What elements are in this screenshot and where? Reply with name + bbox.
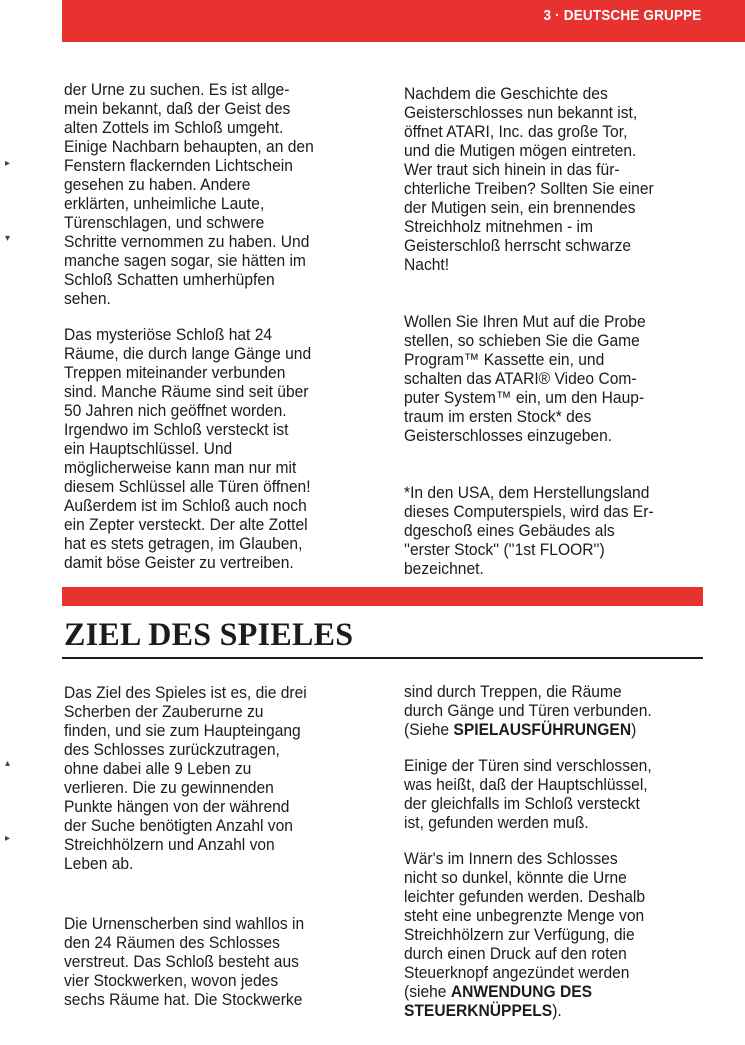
- text-line: Schloß Schatten umherhüpfen: [64, 270, 275, 289]
- section-reference: SPIELAUSFÜHRUNGEN: [453, 720, 632, 739]
- text-line: traum im ersten Stock* des: [404, 407, 592, 426]
- text-line: Das mysteriöse Schloß hat 24: [64, 325, 273, 344]
- text-line: Scherben der Zauberurne zu: [64, 702, 264, 721]
- text-line: hat es stets getragen, im Glauben,: [64, 534, 303, 553]
- text-line: Punkte hängen von der während: [64, 797, 290, 816]
- text-line: Geisterschloß herrscht schwarze: [404, 236, 632, 255]
- text-line: Nacht!: [404, 255, 450, 274]
- paragraph: [404, 682, 652, 739]
- text-line: Wollen Sie Ihren Mut auf die Probe: [404, 312, 646, 331]
- text-line: schalten das ATARI® Video Com-: [404, 369, 637, 388]
- text-line: sind durch Treppen, die Räume: [404, 682, 622, 701]
- ref-prefix: (siehe: [404, 982, 451, 1001]
- text-line: ''erster Stock'' (''1st FLOOR''): [404, 540, 605, 559]
- right-column-top: [404, 84, 654, 578]
- text-line: Irgendwo im Schloß versteckt ist: [64, 420, 289, 439]
- left-column-bottom: [64, 683, 307, 1009]
- section-title: ZIEL DES SPIELES: [64, 617, 354, 653]
- margin-mark: ▾: [5, 233, 11, 244]
- margin-mark: ▴: [5, 758, 11, 769]
- text-line: leichter gefunden werden. Deshalb: [404, 887, 646, 906]
- text-line: Fenstern flackernden Lichtschein: [64, 156, 293, 175]
- text-line: *In den USA, dem Herstellungsland: [404, 483, 650, 502]
- text-line: Das Ziel des Spieles ist es, die drei: [64, 683, 307, 702]
- paragraph: [404, 849, 652, 1020]
- text-line: Die Urnenscherben sind wahllos in: [64, 914, 305, 933]
- text-line: Einige Nachbarn behaupten, an den: [64, 137, 314, 156]
- text-line: ein Zepter versteckt. Der alte Zottel: [64, 515, 308, 534]
- text-line: verlieren. Die zu gewinnenden: [64, 778, 274, 797]
- text-line: der gleichfalls im Schloß versteckt: [404, 794, 640, 813]
- text-line: den 24 Räumen des Schlosses: [64, 933, 280, 952]
- ref-suffix: ).: [552, 1001, 562, 1020]
- text-line: [404, 1001, 652, 1020]
- header-label: 3 · DEUTSCHE GRUPPE: [543, 7, 701, 24]
- text-line: chterliche Treiben? Sollten Sie einer: [404, 179, 654, 198]
- text-line: der Urne zu suchen. Es ist allge-: [64, 80, 290, 99]
- text-line: Streichhölzern zur Verfügung, die: [404, 925, 635, 944]
- text-line: möglicherweise kann man nur mit: [64, 458, 297, 477]
- text-line: der Suche benötigten Anzahl von: [64, 816, 293, 835]
- text-line: und die Mutigen mögen eintreten.: [404, 141, 637, 160]
- paragraph: [404, 312, 654, 445]
- text-line: Steuerknopf angezündet werden: [404, 963, 630, 982]
- text-line: ohne dabei alle 9 Leben zu: [64, 759, 252, 778]
- text-line: Nachdem die Geschichte des: [404, 84, 608, 103]
- text-line: mein bekannt, daß der Geist des: [64, 99, 291, 118]
- text-line: manche sagen sogar, sie hätten im: [64, 251, 306, 270]
- text-line: Streichhölzern und Anzahl von: [64, 835, 275, 854]
- text-line: vier Stockwerken, wovon jedes: [64, 971, 279, 990]
- title-rule: [62, 657, 703, 659]
- text-line: ist, gefunden werden muß.: [404, 813, 589, 832]
- text-line: was heißt, daß der Hauptschlüssel,: [404, 775, 648, 794]
- text-line: diesem Schlüssel alle Türen öffnen!: [64, 477, 311, 496]
- text-line: Schritte vernommen zu haben. Und: [64, 232, 310, 251]
- right-column-bottom: [404, 682, 652, 1020]
- text-line: Treppen miteinander verbunden: [64, 363, 286, 382]
- text-line: gesehen zu haben. Andere: [64, 175, 251, 194]
- text-line: Leben ab.: [64, 854, 134, 873]
- paragraph: [64, 914, 307, 1009]
- text-line: Türenschlagen, und schwere: [64, 213, 265, 232]
- text-line: damit böse Geister zu vertreiben.: [64, 553, 294, 572]
- text-line: 50 Jahren nich geöffnet worden.: [64, 401, 287, 420]
- text-line: Geisterschlosses nun bekannt ist,: [404, 103, 638, 122]
- text-line: ein Hauptschlüssel. Und: [64, 439, 233, 458]
- text-line: durch einen Druck auf den roten: [404, 944, 627, 963]
- footnote: [404, 483, 654, 578]
- text-line: alten Zottels im Schloß umgeht.: [64, 118, 284, 137]
- text-line: erklärten, unheimliche Laute,: [64, 194, 265, 213]
- text-line: der Mutigen sein, ein brennendes: [404, 198, 636, 217]
- paragraph: [404, 756, 652, 832]
- text-line: sind. Manche Räume sind seit über: [64, 382, 309, 401]
- text-line: stellen, so schieben Sie die Game: [404, 331, 640, 350]
- ref-suffix: ): [631, 720, 637, 739]
- ref-prefix: (Siehe: [404, 720, 454, 739]
- text-line: steht eine unbegrenzte Menge von: [404, 906, 645, 925]
- paragraph: [64, 325, 314, 572]
- margin-mark: ▸: [5, 158, 11, 169]
- text-line: finden, und sie zum Haupteingang: [64, 721, 301, 740]
- text-line: sechs Räume hat. Die Stockwerke: [64, 990, 303, 1009]
- header-bar: [62, 0, 745, 42]
- text-line: sehen.: [64, 289, 111, 308]
- text-line: öffnet ATARI, Inc. das große Tor,: [404, 122, 628, 141]
- text-line: des Schlosses zurückzutragen,: [64, 740, 280, 759]
- text-line: nicht so dunkel, könnte die Urne: [404, 868, 627, 887]
- text-line: [404, 982, 652, 1001]
- text-line: Geisterschlosses einzugeben.: [404, 426, 613, 445]
- text-line: bezeichnet.: [404, 559, 484, 578]
- margin-mark: ▸: [5, 833, 11, 844]
- paragraph: [64, 683, 307, 873]
- paragraph: [64, 80, 314, 308]
- text-line: dieses Computerspiels, wird das Er-: [404, 502, 654, 521]
- text-line: verstreut. Das Schloß besteht aus: [64, 952, 299, 971]
- text-line: Außerdem ist im Schloß auch noch: [64, 496, 307, 515]
- text-line: Räume, die durch lange Gänge und: [64, 344, 312, 363]
- text-line: durch Gänge und Türen verbunden.: [404, 701, 652, 720]
- text-line: [404, 720, 652, 739]
- section-divider-bar: [62, 587, 703, 606]
- text-line: dgeschoß eines Gebäudes als: [404, 521, 615, 540]
- left-column-top: [64, 80, 314, 572]
- paragraph: [404, 84, 654, 274]
- text-line: Wär's im Innern des Schlosses: [404, 849, 618, 868]
- section-reference: ANWENDUNG DES: [450, 982, 593, 1001]
- text-line: puter System™ ein, um den Haup-: [404, 388, 645, 407]
- text-line: Streichholz mitnehmen - im: [404, 217, 593, 236]
- text-line: Program™ Kassette ein, und: [404, 350, 605, 369]
- text-line: Einige der Türen sind verschlossen,: [404, 756, 652, 775]
- section-reference: STEUERKNÜPPELS: [404, 1001, 553, 1020]
- text-line: Wer traut sich hinein in das für-: [404, 160, 620, 179]
